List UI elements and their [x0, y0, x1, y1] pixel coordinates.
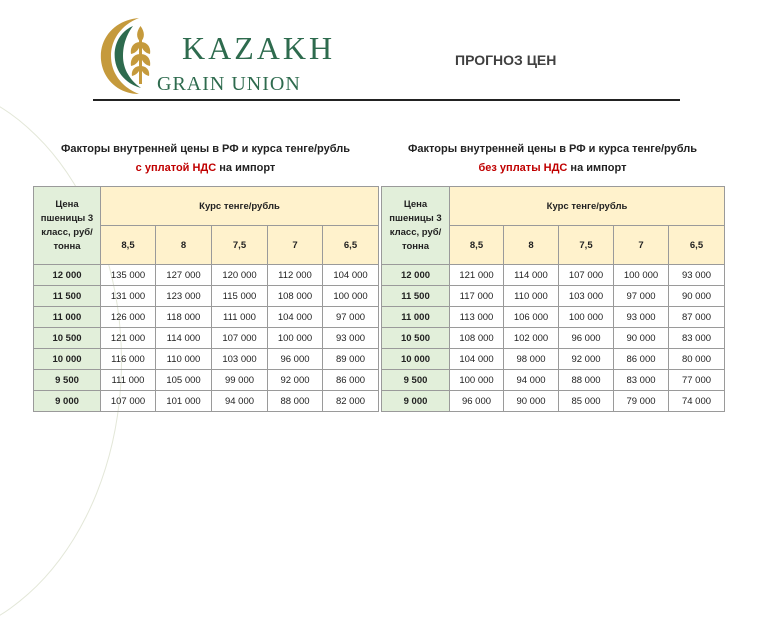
table-cell-price: 77 000: [669, 370, 725, 391]
table-cell-price: 100 000: [450, 370, 504, 391]
table-cell-price: 114 000: [504, 265, 559, 286]
left-caption-suffix: на импорт: [216, 162, 276, 174]
table-row: [34, 370, 379, 391]
row-label-wheat-price: 9 000: [34, 391, 101, 412]
table-cell-price: 104 000: [323, 265, 379, 286]
left-table-caption: [33, 140, 378, 178]
table-cell-price: 74 000: [669, 391, 725, 412]
table-cell-price: 126 000: [101, 307, 156, 328]
logo: [93, 12, 336, 98]
table-cell-price: 83 000: [669, 328, 725, 349]
column-header-rate: 7,5: [212, 226, 268, 265]
table-cell-price: 121 000: [450, 265, 504, 286]
table-cell-price: 107 000: [212, 328, 268, 349]
table-cell-price: 123 000: [156, 286, 212, 307]
table-row: [382, 391, 725, 412]
row-header-price: Цена пшеницы 3 класс, руб/тонна: [382, 187, 450, 265]
table-cell-price: 127 000: [156, 265, 212, 286]
row-label-wheat-price: 11 500: [382, 286, 450, 307]
table-cell-price: 107 000: [559, 265, 614, 286]
table-row: [34, 349, 379, 370]
table-cell-price: 120 000: [212, 265, 268, 286]
table-cell-price: 87 000: [669, 307, 725, 328]
table-cell-price: 102 000: [504, 328, 559, 349]
column-header-rate: 7,5: [559, 226, 614, 265]
logo-text-grain-union: GRAIN UNION: [157, 73, 301, 95]
price-table-with-vat: [33, 186, 379, 412]
row-label-wheat-price: 10 500: [382, 328, 450, 349]
table-cell-price: 92 000: [268, 370, 323, 391]
table-cell-price: 100 000: [614, 265, 669, 286]
table-cell-price: 103 000: [559, 286, 614, 307]
table-row: [34, 307, 379, 328]
table-cell-price: 108 000: [450, 328, 504, 349]
table-cell-price: 131 000: [101, 286, 156, 307]
left-caption-highlight: с уплатой НДС: [135, 162, 217, 174]
row-label-wheat-price: 11 000: [382, 307, 450, 328]
price-table-without-vat: [381, 186, 725, 412]
column-header-rate: 8,5: [101, 226, 156, 265]
row-label-wheat-price: 9 500: [34, 370, 101, 391]
row-label-wheat-price: 9 000: [382, 391, 450, 412]
table-cell-price: 101 000: [156, 391, 212, 412]
table-cell-price: 113 000: [450, 307, 504, 328]
table-row: [382, 328, 725, 349]
right-table-caption: [381, 140, 724, 178]
table-cell-price: 97 000: [614, 286, 669, 307]
row-label-wheat-price: 12 000: [382, 265, 450, 286]
header-divider: [93, 99, 680, 101]
table-cell-price: 100 000: [559, 307, 614, 328]
table-cell-price: 106 000: [504, 307, 559, 328]
table-cell-price: 107 000: [101, 391, 156, 412]
table-cell-price: 111 000: [212, 307, 268, 328]
right-caption-line1: Факторы внутренней цены в РФ и курса тенге/рубль: [408, 143, 697, 155]
table-cell-price: 103 000: [212, 349, 268, 370]
row-label-wheat-price: 10 000: [34, 349, 101, 370]
column-header-rate: 8,5: [450, 226, 504, 265]
row-label-wheat-price: 10 000: [382, 349, 450, 370]
table-cell-price: 98 000: [504, 349, 559, 370]
table-cell-price: 104 000: [268, 307, 323, 328]
left-caption-line2: [33, 159, 378, 178]
table-row: [382, 370, 725, 391]
table-cell-price: 121 000: [101, 328, 156, 349]
table-cell-price: 115 000: [212, 286, 268, 307]
table-cell-price: 99 000: [212, 370, 268, 391]
table-cell-price: 83 000: [614, 370, 669, 391]
column-header-rate: 6,5: [323, 226, 379, 265]
table-cell-price: 85 000: [559, 391, 614, 412]
page-title: ПРОГНОЗ ЦЕН: [455, 52, 557, 68]
table-row: [34, 265, 379, 286]
table-cell-price: 96 000: [450, 391, 504, 412]
table-cell-price: 110 000: [504, 286, 559, 307]
table-cell-price: 80 000: [669, 349, 725, 370]
column-header-rate: 7: [268, 226, 323, 265]
table-cell-price: 135 000: [101, 265, 156, 286]
table-cell-price: 94 000: [212, 391, 268, 412]
table-cell-price: 93 000: [323, 328, 379, 349]
column-header-rate: 7: [614, 226, 669, 265]
table-cell-price: 97 000: [323, 307, 379, 328]
right-caption-highlight: без уплаты НДС: [478, 162, 568, 174]
table-cell-price: 86 000: [323, 370, 379, 391]
column-header-rate: 6,5: [669, 226, 725, 265]
table-cell-price: 90 000: [504, 391, 559, 412]
table-cell-price: 82 000: [323, 391, 379, 412]
table-cell-price: 88 000: [559, 370, 614, 391]
row-label-wheat-price: 11 000: [34, 307, 101, 328]
table-cell-price: 90 000: [614, 328, 669, 349]
table-cell-price: 108 000: [268, 286, 323, 307]
table-cell-price: 86 000: [614, 349, 669, 370]
table-cell-price: 79 000: [614, 391, 669, 412]
left-caption-line1: Факторы внутренней цены в РФ и курса тенге/рубль: [61, 143, 350, 155]
table-cell-price: 110 000: [156, 349, 212, 370]
right-caption-line2: [381, 159, 724, 178]
logo-text-kazakh: KAZAKH: [182, 30, 336, 66]
table-row: [382, 265, 725, 286]
table-cell-price: 111 000: [101, 370, 156, 391]
table-cell-price: 118 000: [156, 307, 212, 328]
table-cell-price: 104 000: [450, 349, 504, 370]
table-cell-price: 96 000: [268, 349, 323, 370]
table-row: [382, 307, 725, 328]
row-label-wheat-price: 12 000: [34, 265, 101, 286]
table-cell-price: 114 000: [156, 328, 212, 349]
table-cell-price: 89 000: [323, 349, 379, 370]
column-group-header-exchange-rate: Курс тенге/рубль: [101, 187, 379, 226]
table-cell-price: 116 000: [101, 349, 156, 370]
table-row: [34, 328, 379, 349]
table-cell-price: 100 000: [268, 328, 323, 349]
right-caption-suffix: на импорт: [567, 162, 627, 174]
table-cell-price: 94 000: [504, 370, 559, 391]
table-cell-price: 93 000: [614, 307, 669, 328]
table-cell-price: 96 000: [559, 328, 614, 349]
table-row: [34, 286, 379, 307]
table-cell-price: 105 000: [156, 370, 212, 391]
row-label-wheat-price: 9 500: [382, 370, 450, 391]
table-cell-price: 92 000: [559, 349, 614, 370]
table-cell-price: 117 000: [450, 286, 504, 307]
table-cell-price: 100 000: [323, 286, 379, 307]
table-row: [34, 391, 379, 412]
table-cell-price: 93 000: [669, 265, 725, 286]
row-header-price: Цена пшеницы 3 класс, руб/тонна: [34, 187, 101, 265]
table-cell-price: 88 000: [268, 391, 323, 412]
column-group-header-exchange-rate: Курс тенге/рубль: [450, 187, 725, 226]
table-row: [382, 286, 725, 307]
table-cell-price: 112 000: [268, 265, 323, 286]
column-header-rate: 8: [156, 226, 212, 265]
row-label-wheat-price: 11 500: [34, 286, 101, 307]
table-cell-price: 90 000: [669, 286, 725, 307]
row-label-wheat-price: 10 500: [34, 328, 101, 349]
column-header-rate: 8: [504, 226, 559, 265]
table-row: [382, 349, 725, 370]
